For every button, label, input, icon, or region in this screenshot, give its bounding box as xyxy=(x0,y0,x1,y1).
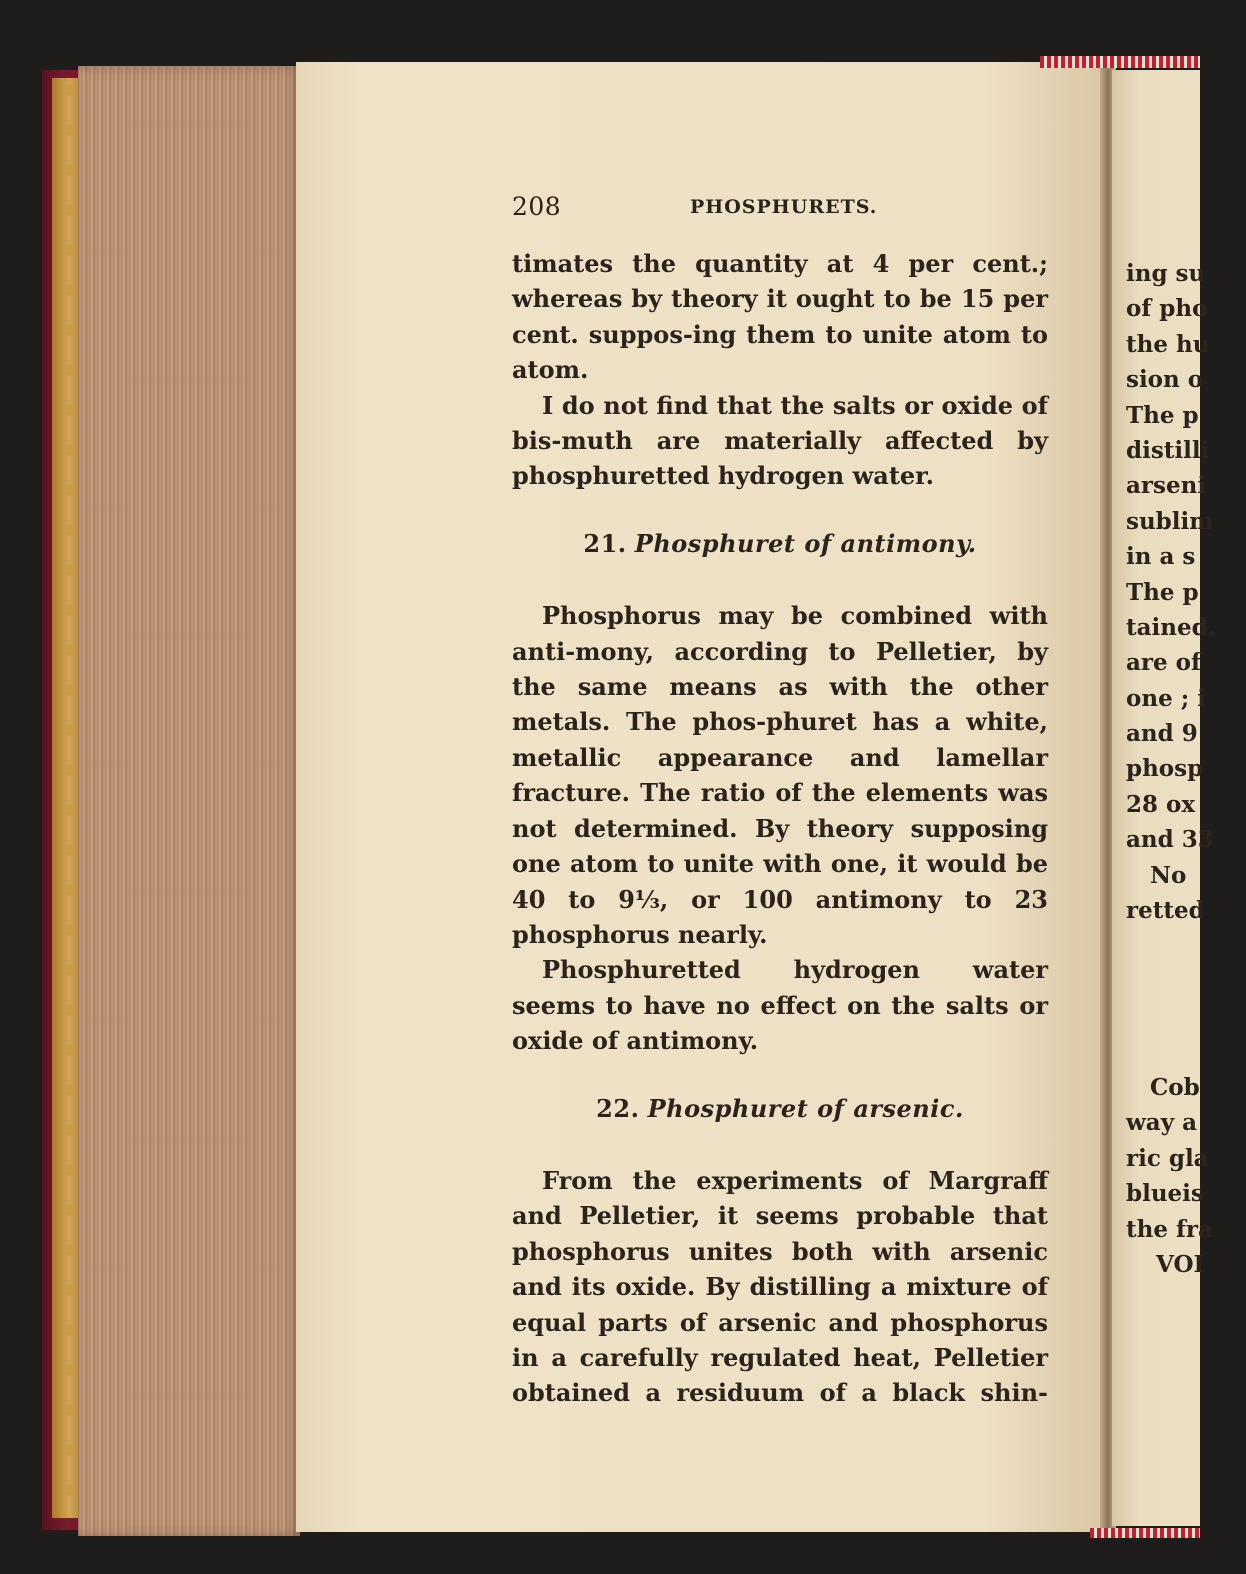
right-line: arseni xyxy=(1126,472,1207,500)
section-number: 22. xyxy=(596,1093,640,1123)
paragraph: Phosphorus may be combined with anti-mony, according to Pelletier, by the same means as with the other metals. The phos-phuret has a white, metallic appearance and lamellar fracture. The ratio of the elements was not determined. By theory supposing one atom to unite with one, it would be 40 to 9⅓, or 100 antimony to 23 phosphorus nearly. xyxy=(512,601,1048,949)
paragraph: I do not find that the salts or oxide of bis-muth are materially affected by phosphuretted hydrogen water. xyxy=(512,390,1048,491)
section-heading xyxy=(512,526,1048,562)
right-line: way a xyxy=(1126,1109,1197,1137)
right-line: and 33 xyxy=(1126,826,1214,854)
right-line: The p xyxy=(1126,578,1199,606)
running-head-title: PHOSPHURETS. xyxy=(690,196,878,218)
right-line: phosp xyxy=(1126,755,1204,783)
paragraph: timates the quantity at 4 per cent.; whereas by theory it ought to be 15 per cent. suppos-ing them to unite atom to atom. xyxy=(512,249,1048,385)
paragraph: Phosphuretted hydrogen water seems to have no effect on the salts or oxide of antimony. xyxy=(512,955,1048,1056)
right-line: sublim xyxy=(1126,507,1214,535)
right-line xyxy=(1126,964,1246,999)
right-line: Cob xyxy=(1150,1073,1200,1101)
right-line: ing su xyxy=(1126,260,1206,287)
section-title: Phosphuret of antimony. xyxy=(634,528,977,558)
right-line: one ; i xyxy=(1126,684,1206,712)
right-line: The p xyxy=(1126,401,1199,429)
right-line: ric gla xyxy=(1126,1144,1209,1172)
right-line: the fra xyxy=(1126,1215,1213,1243)
right-line: sion o xyxy=(1126,366,1204,394)
body-text xyxy=(512,246,1048,1411)
running-head xyxy=(512,192,1052,226)
right-line: blueis xyxy=(1126,1180,1204,1208)
right-line: of pho xyxy=(1126,295,1208,323)
page-number: 208 xyxy=(512,192,562,221)
right-line xyxy=(1126,999,1246,1034)
right-line: in a s xyxy=(1126,543,1196,571)
right-line: distilli xyxy=(1126,436,1210,464)
right-line: VOI xyxy=(1156,1250,1205,1278)
right-line: are of xyxy=(1126,649,1201,677)
section-title: Phosphuret of arsenic. xyxy=(647,1093,964,1123)
right-line xyxy=(1126,1035,1246,1070)
paragraph: From the experiments of Margraff and Pelletier, it seems probable that phosphorus unites both with arsenic and its oxide. By distilling a mixture of equal parts of arsenic and phosphorus in a carefully regulated heat, Pelletier obtained a residuum of a black shin- xyxy=(512,1165,1048,1408)
right-line: No xyxy=(1150,861,1187,889)
right-line: 28 ox xyxy=(1126,790,1196,818)
right-line: and 9 xyxy=(1126,720,1198,748)
right-line: retted xyxy=(1126,897,1205,925)
section-heading xyxy=(512,1091,1048,1127)
right-line xyxy=(1126,928,1246,963)
right-line: tained. xyxy=(1126,613,1216,641)
right-line: the hu xyxy=(1126,330,1210,358)
section-number: 21. xyxy=(583,528,627,558)
right-page xyxy=(1112,70,1216,1526)
page-edges xyxy=(78,66,300,1536)
tailband xyxy=(1090,1528,1200,1538)
headband xyxy=(1040,56,1200,68)
right-page-text xyxy=(1126,256,1246,1282)
